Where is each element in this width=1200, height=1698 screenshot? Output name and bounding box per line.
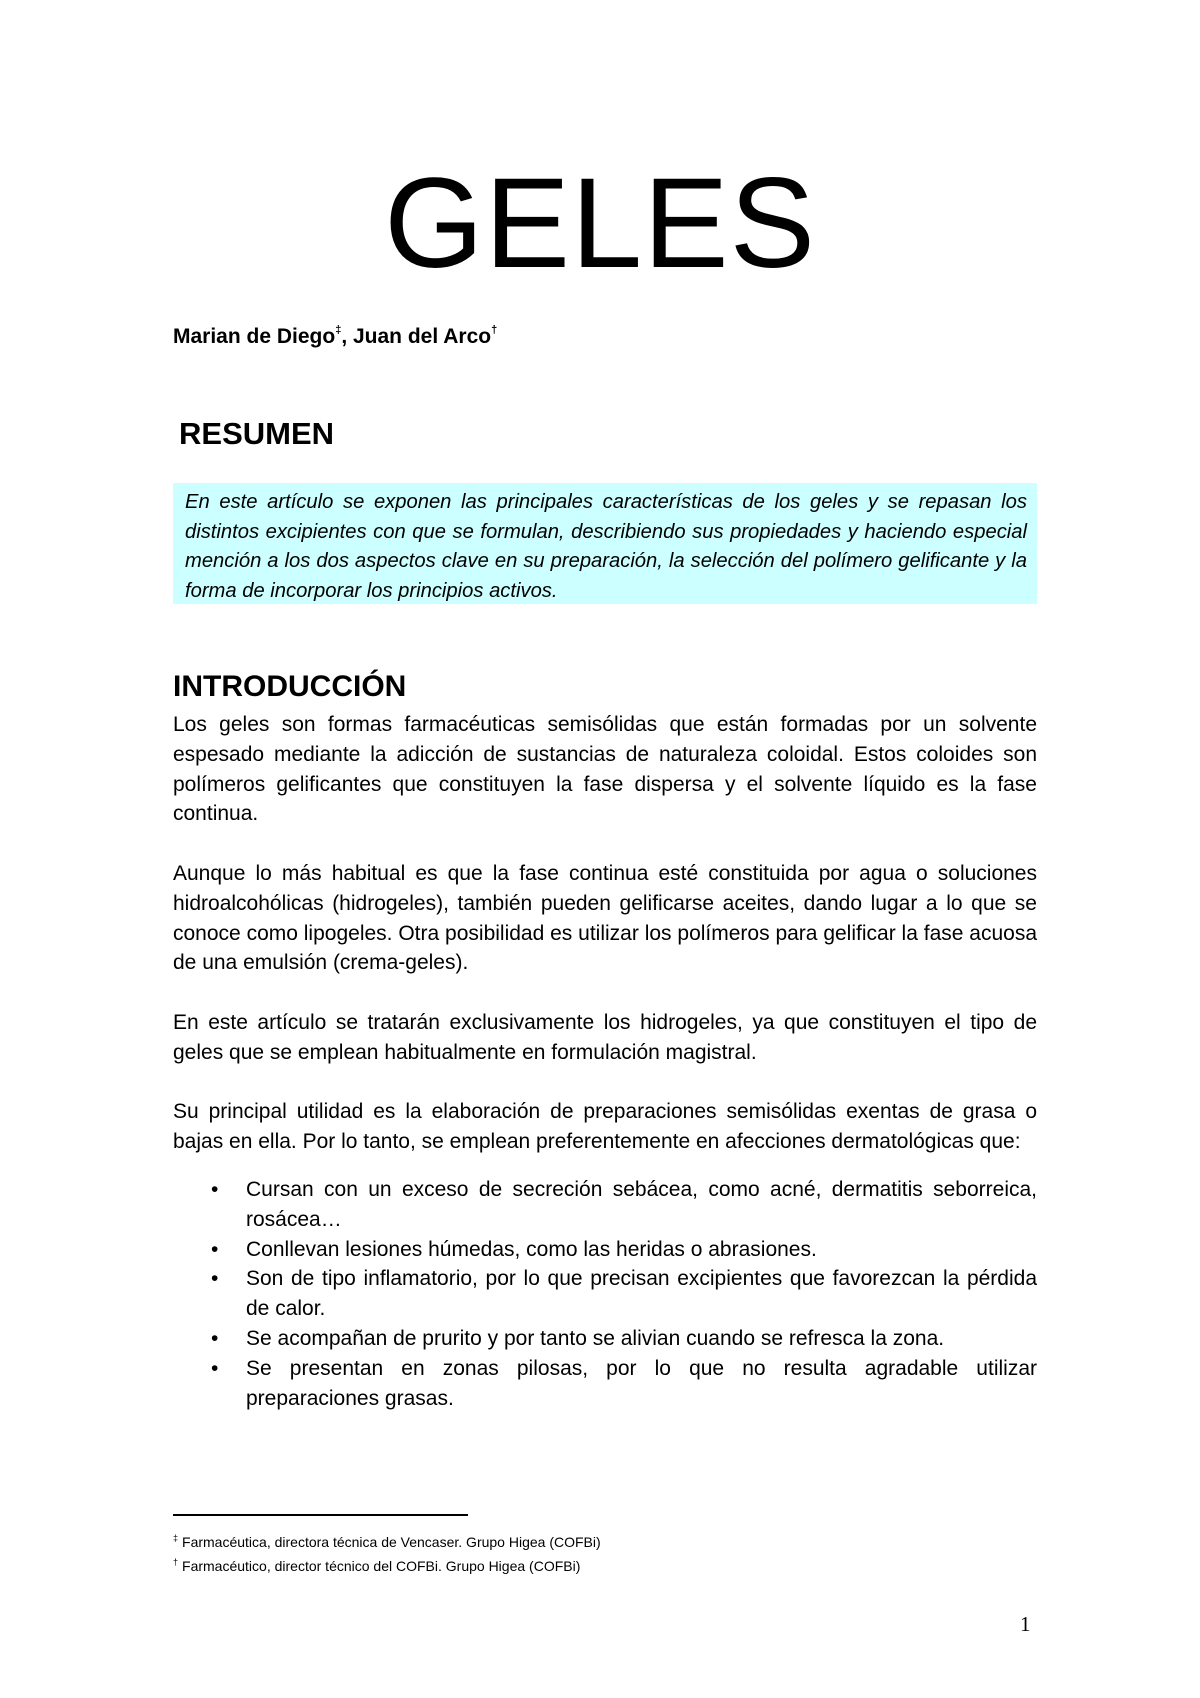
footnote-text: Farmacéutica, directora técnica de Vencaser. Grupo Higea (COFBi) — [182, 1534, 601, 1550]
list-item — [173, 1324, 1037, 1354]
abstract-heading: RESUMEN — [179, 416, 335, 451]
footnote-mark: † — [491, 324, 498, 336]
author-name: Juan del Arco — [353, 325, 492, 348]
author-name: Marian de Diego — [173, 325, 336, 348]
document-title: GELES — [384, 152, 816, 295]
bullet-icon: • — [211, 1356, 219, 1380]
footnote-mark: ‡ — [173, 1533, 179, 1543]
author-line — [173, 324, 497, 349]
bullet-list — [173, 1175, 1037, 1413]
section-heading-introduction: INTRODUCCIÓN — [173, 670, 407, 703]
bullet-icon: • — [211, 1177, 219, 1201]
list-item — [173, 1175, 1037, 1235]
paragraph: Su principal utilidad es la elaboración de preparaciones semisólidas exentas de grasa o bajas en ella. Por lo tanto, se emplean preferentemente en afecciones dermatológicas que: — [173, 1100, 1037, 1154]
paragraph: Aunque lo más habitual es que la fase continua esté constituida por agua o soluciones hidroalcohólicas (hidrogeles), también pueden gelificarse aceites, dando lugar a lo que se conoce como lipogeles. Otra posibilidad es utilizar los polímeros para gelificar la fase acuosa de una emulsión (crema-geles). — [173, 861, 1037, 975]
bullet-icon: • — [211, 1237, 219, 1261]
footnote — [173, 1528, 601, 1552]
list-item — [173, 1354, 1037, 1414]
abstract-box — [173, 483, 1037, 604]
list-item-text: Se presentan en zonas pilosas, por lo que no resulta agradable utilizar preparaciones grasas. — [246, 1356, 1037, 1410]
footnote-text: Farmacéutico, director técnico del COFBi. Grupo Higea (COFBi) — [182, 1558, 581, 1574]
paragraph: En este artículo se tratarán exclusivamente los hidrogeles, ya que constituyen el tipo de geles que se emplean habitualmente en formulación magistral. — [173, 1010, 1037, 1064]
list-item-text: Se acompañan de prurito y por tanto se alivian cuando se refresca la zona. — [246, 1326, 945, 1350]
list-item-text: Cursan con un exceso de secreción sebácea, como acné, dermatitis seborreica, rosácea… — [246, 1177, 1037, 1231]
footnote — [173, 1552, 601, 1576]
footnote-mark: ‡ — [335, 324, 342, 336]
introduction-body — [173, 710, 1037, 1413]
abstract-text: En este artículo se exponen las principales características de los geles y se repasan los distintos excipientes con que se formulan, describiendo sus propiedades y haciendo especial mención a los dos aspectos clave en su preparación, la selección del polímero gelificante y la forma de incorporar los principios activos. — [185, 491, 1027, 602]
footnote-separator — [173, 1514, 468, 1516]
list-item — [173, 1235, 1037, 1265]
list-item — [173, 1264, 1037, 1324]
footnotes — [173, 1528, 601, 1576]
list-item-text: Son de tipo inflamatorio, por lo que precisan excipientes que favorezcan la pérdida de calor. — [246, 1267, 1037, 1321]
bullet-icon: • — [211, 1326, 219, 1350]
page-number: 1 — [1020, 1612, 1031, 1636]
author-separator: , — [341, 325, 353, 348]
list-item-text: Conllevan lesiones húmedas, como las heridas o abrasiones. — [246, 1237, 817, 1261]
bullet-icon: • — [211, 1267, 219, 1291]
footnote-mark: † — [173, 1557, 179, 1567]
paragraph: Los geles son formas farmacéuticas semisólidas que están formadas por un solvente espesado mediante la adicción de sustancias de naturaleza coloidal. Estos coloides son polímeros gelificantes que constituyen la fase dispersa y el solvente líquido es la fase continua. — [173, 713, 1037, 826]
